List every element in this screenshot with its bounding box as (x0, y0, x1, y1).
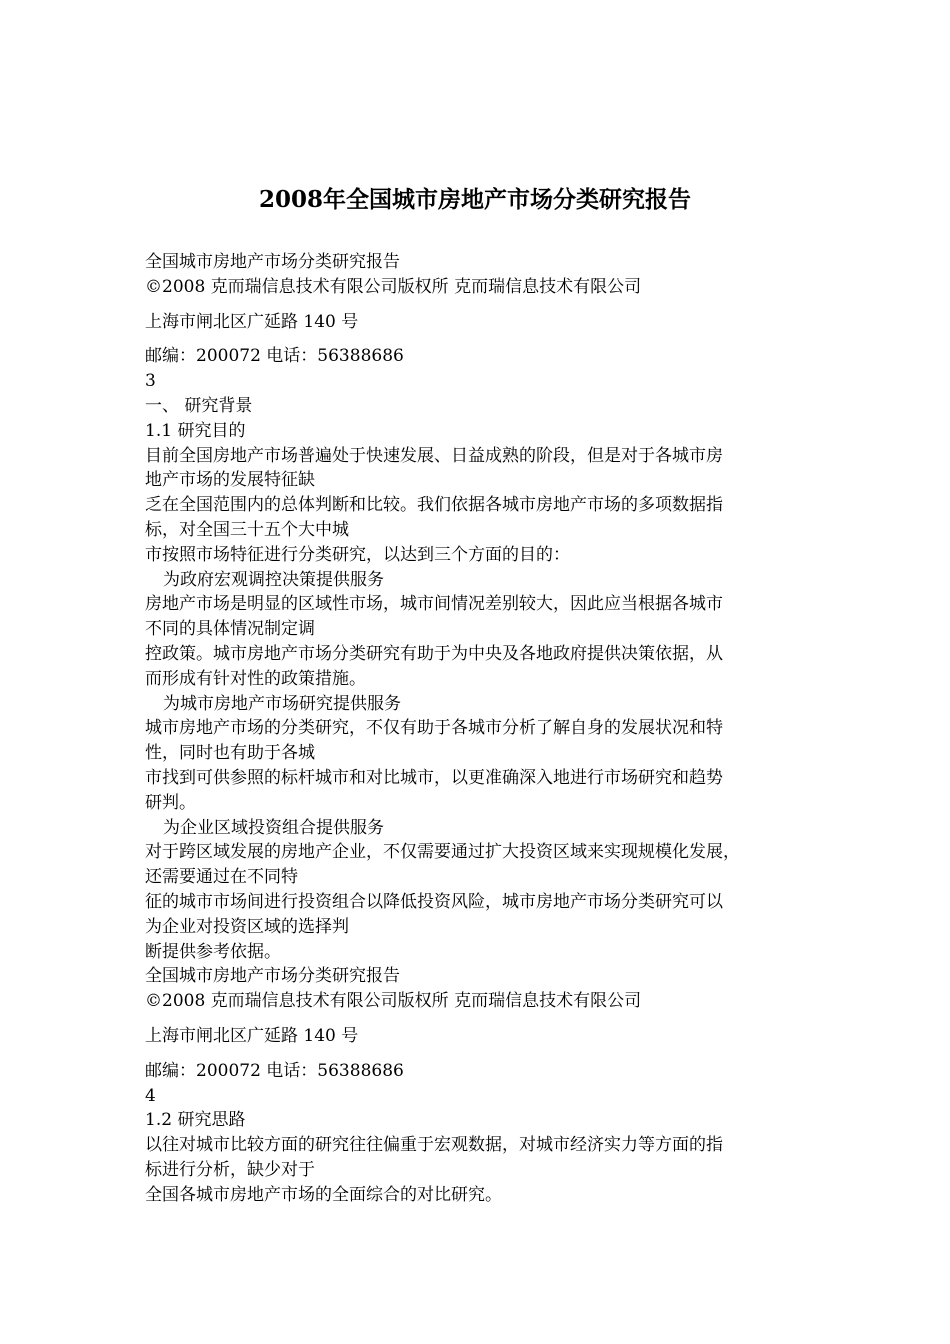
paragraph-line: 城市房地产市场的分类研究，不仅有助于各城市分析了解自身的发展状况和特 (145, 718, 723, 739)
paragraph-line: 不同的具体情况制定调 (145, 619, 315, 640)
subsection-heading: 1.2 研究思路 (145, 1110, 246, 1131)
paragraph-line: 标进行分析，缺少对于 (145, 1159, 315, 1180)
paragraph-line: 征的城市市场间进行投资组合以降低投资风险，城市房地产市场分类研究可以 (145, 891, 723, 912)
paragraph-line: 市按照市场特征进行分类研究，以达到三个方面的目的： (145, 544, 570, 565)
paragraph-line: 目前全国房地产市场普遍处于快速发展、日益成熟的阶段，但是对于各城市房 (145, 445, 723, 466)
purpose-item-heading: 为企业区域投资组合提供服务 (163, 817, 384, 838)
paragraph-line: 为企业对投资区域的选择判 (145, 916, 349, 937)
header-address: 上海市闸北区广延路 140 号 (145, 311, 359, 332)
section-heading: 一、 研究背景 (145, 395, 253, 416)
header-address: 上海市闸北区广延路 140 号 (145, 1025, 359, 1046)
header-copyright: ©2008 克而瑞信息技术有限公司版权所 克而瑞信息技术有限公司 (145, 991, 642, 1012)
header-copyright: ©2008 克而瑞信息技术有限公司版权所 克而瑞信息技术有限公司 (145, 276, 642, 297)
paragraph-line: 市找到可供参照的标杆城市和对比城市，以更准确深入地进行市场研究和趋势 (145, 767, 723, 788)
subsection-heading: 1.1 研究目的 (145, 420, 246, 441)
paragraph-line: 还需要通过在不同特 (145, 867, 298, 888)
paragraph-line: 以往对城市比较方面的研究往往偏重于宏观数据，对城市经济实力等方面的指 (145, 1135, 723, 1156)
purpose-item-heading: 为城市房地产市场研究提供服务 (163, 693, 401, 714)
paragraph-line: 标，对全国三十五个大中城 (145, 519, 349, 540)
paragraph-line: 乏在全国范围内的总体判断和比较。我们依据各城市房地产市场的多项数据指 (145, 495, 723, 516)
header-contact: 邮编：200072 电话：56388686 (145, 346, 404, 367)
paragraph-line: 断提供参考依据。 (145, 941, 281, 962)
paragraph-line: 对于跨区域发展的房地产企业，不仅需要通过扩大投资区域来实现规模化发展， (145, 842, 740, 863)
paragraph-line: 而形成有针对性的政策措施。 (145, 668, 366, 689)
header-contact: 邮编：200072 电话：56388686 (145, 1060, 404, 1081)
paragraph-line: 控政策。城市房地产市场分类研究有助于为中央及各地政府提供决策依据，从 (145, 643, 723, 664)
paragraph-line: 全国各城市房地产市场的全面综合的对比研究。 (145, 1184, 502, 1205)
document-body (145, 250, 815, 1207)
header-report-name: 全国城市房地产市场分类研究报告 (145, 252, 400, 272)
page-number: 3 (145, 371, 156, 392)
paragraph-line: 研判。 (145, 792, 196, 813)
paragraph-line: 地产市场的发展特征缺 (145, 470, 315, 491)
paragraph-line: 性，同时也有助于各城 (145, 743, 315, 764)
page-number: 4 (145, 1085, 156, 1106)
header-report-name: 全国城市房地产市场分类研究报告 (145, 966, 400, 987)
purpose-item-heading: 为政府宏观调控决策提供服务 (163, 569, 384, 590)
paragraph-line: 房地产市场是明显的区域性市场，城市间情况差别较大，因此应当根据各城市 (145, 594, 723, 615)
document-title: 2008年全国城市房地产市场分类研究报告 (258, 186, 691, 213)
